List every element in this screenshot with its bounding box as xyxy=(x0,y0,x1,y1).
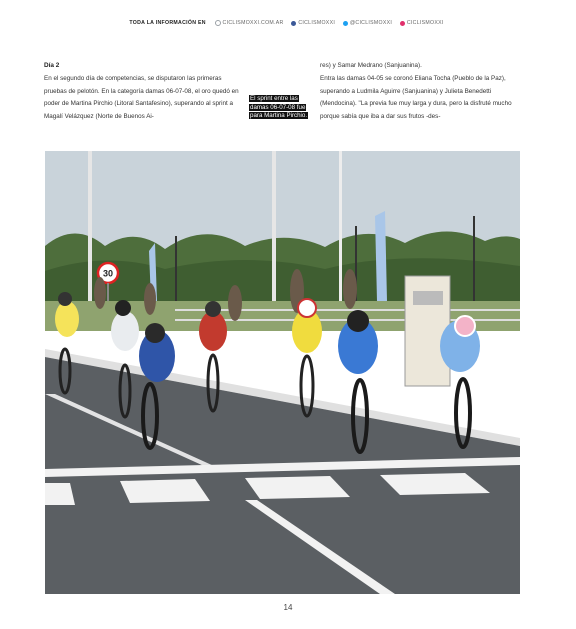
header-link-instagram[interactable]: CICLISMOXXI xyxy=(400,20,444,26)
header-link-twitter[interactable]: @CICLISMOXXI xyxy=(343,20,394,26)
race-photo xyxy=(45,151,520,594)
globe-icon xyxy=(215,20,221,26)
header-lead: TODA LA INFORMACIÓN EN xyxy=(129,20,206,27)
right-paragraph-2: Entra las damas 04-05 se coronó Eliana Tocha (Pueblo de la Paz), superando a Ludmila Aguirre (Sanjuanina) y Julieta Benedetti (Mendocina). "La previa fue muy larga y dura, pero la disfruté mucho porque sabía que iba a dar sus frutos -des- xyxy=(320,74,512,121)
svg-text:30: 30 xyxy=(102,268,114,279)
header-link-facebook[interactable]: CICLISMOXXI xyxy=(291,20,337,26)
twitter-icon xyxy=(343,21,348,26)
instagram-icon xyxy=(400,21,405,26)
page-header xyxy=(0,20,576,26)
facebook-icon xyxy=(291,21,296,26)
page-number: 14 xyxy=(283,603,293,612)
right-paragraph-1: res) y Samar Medrano (Sanjuanina). xyxy=(320,62,422,69)
photo-caption: El sprint entre las damas 06-07-08 fue para Martina Pirchio. xyxy=(250,95,308,120)
article-left-column xyxy=(44,60,244,124)
left-paragraph: En el segundo día de competencias, se disputaron las primeras pruebas de pelotón. En la categoría damas 06-07-08, el oro quedó en poder de Martina Pirchio (Litoral Santafesino), superando al sprint a Magalí Velázquez (Norte de Buenos Ai- xyxy=(44,74,239,121)
section-heading: Día 2 xyxy=(44,62,60,69)
header-link-web[interactable]: CICLISMOXXI.COM.AR xyxy=(215,20,286,26)
sprint-finish-image xyxy=(45,151,520,594)
article-right-column xyxy=(320,60,525,124)
